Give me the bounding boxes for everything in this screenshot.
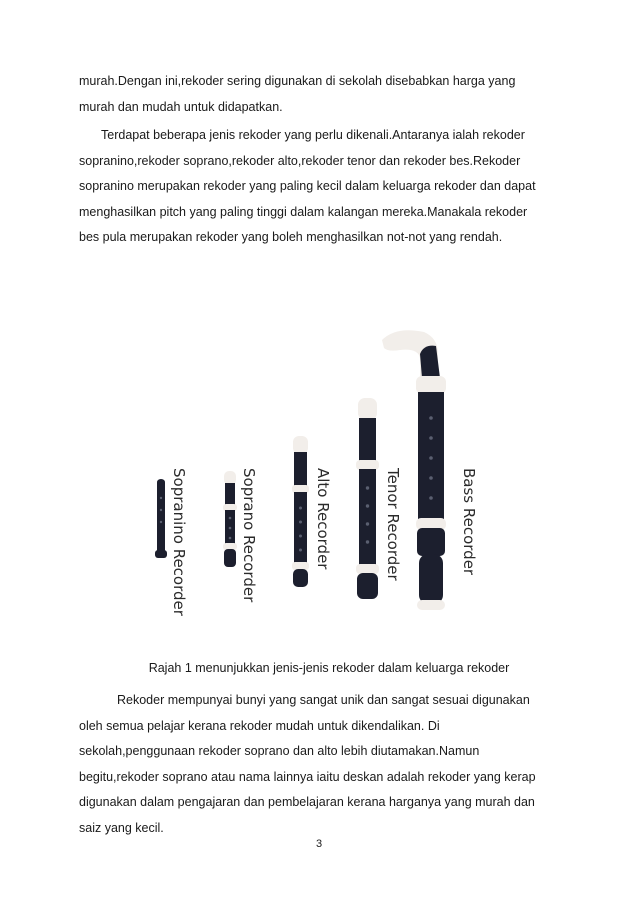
paragraph-line: digunakan dalam pengajaran dan pembelajaran kerana harganya yang murah dan [79,795,535,809]
sopranino-recorder-image [155,479,167,558]
paragraph-line: Rekoder mempunyai bunyi yang sangat unik dan sangat sesuai digunakan [117,693,530,707]
paragraph-3 [79,688,565,841]
paragraph-line: saiz yang kecil. [79,820,164,835]
page-number: 3 [315,838,323,850]
paragraph-2 [79,123,565,251]
paragraph-line: Terdapat beberapa jenis rekoder yang perlu dikenali.Antaranya ialah rekoder [101,128,525,142]
paragraph-line: sopranino,rekoder soprano,rekoder alto,rekoder tenor dan rekoder bes.Rekoder [79,153,521,168]
alto-recorder-label: Alto Recorder [314,468,332,570]
paragraph-line: sekolah,penggunaan rekoder soprano dan alto lebih diutamakan.Namun [79,744,480,758]
paragraph-line: menghasilkan pitch yang paling tinggi dalam kalangan mereka.Manakala rekoder [79,204,528,219]
paragraph-line: bes pula merupakan rekoder yang boleh menghasilkan not-not yang rendah. [79,230,503,244]
paragraph-line: begitu,rekoder soprano atau nama lainnya iaitu deskan adalah rekoder yang kerap [79,769,536,784]
paragraph-line: murah dan mudah untuk didapatkan. [79,99,283,114]
recorder-family-figure [138,318,508,618]
paragraph-line: sopranino merupakan rekoder yang paling kecil dalam keluarga rekoder dan dapat [79,179,536,193]
sopranino-recorder-label: Sopranino Recorder [170,468,188,616]
bass-recorder-label: Bass Recorder [460,468,478,576]
paragraph-1 [79,69,565,120]
tenor-recorder-label: Tenor Recorder [384,468,402,581]
soprano-recorder-label: Soprano Recorder [240,468,258,603]
alto-recorder-image [292,436,309,587]
paragraph-line: oleh semua pelajar kerana rekoder mudah untuk dikendalikan. Di [79,718,440,733]
figure-caption-text: Rajah 1 menunjukkan jenis-jenis rekoder dalam keluarga rekoder [148,661,510,675]
paragraph-line: murah.Dengan ini,rekoder sering digunakan di sekolah disebabkan harga yang [79,74,516,88]
tenor-recorder-image [356,398,379,599]
figure-caption [0,658,638,678]
soprano-recorder-image [223,471,237,567]
